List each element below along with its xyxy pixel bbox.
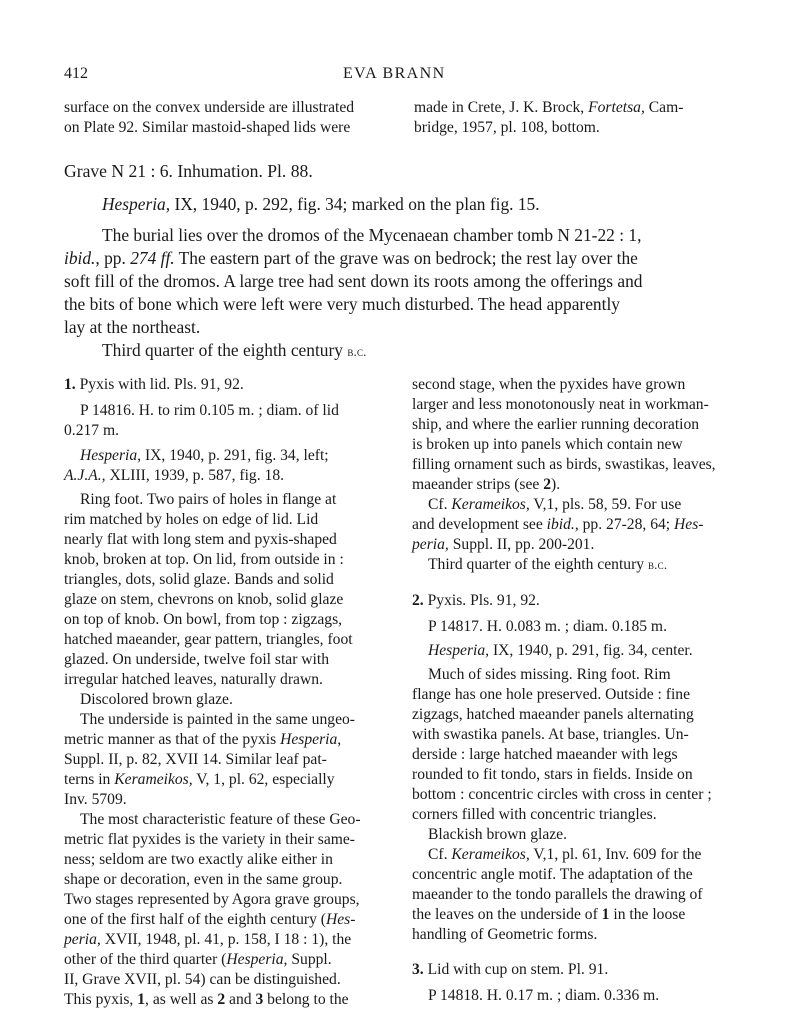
item-1-measurements: P 14816. H. to rim 0.105 m. ; diam. of lid [80, 402, 339, 419]
item-2-commentary: maeander to the tondo parallels the drawing of [412, 886, 703, 903]
item-2-measurements: P 14817. H. 0.083 m. ; diam. 0.185 m. [428, 618, 667, 635]
grave-paragraph-line: The burial lies over the dromos of the Mycenaean chamber tomb N 21-22 : 1, [102, 225, 642, 245]
item-2-commentary: handling of Geometric forms. [412, 926, 598, 943]
item-2-description: derside : large hatched maeander with legs [412, 746, 678, 763]
item-2-description: corners filled with concentric triangles. [412, 806, 657, 823]
item-1-commentary: Two stages represented by Agora grave groups, [64, 891, 360, 908]
item-2-commentary: the leaves on the underside of 1 in the loose [412, 906, 686, 923]
grave-paragraph-line: lay at the northeast. [64, 317, 201, 337]
item-1-commentary: one of the first half of the eighth century (Hes- [64, 911, 356, 928]
item-1-commentary: This pyxis, 1, as well as 2 and 3 belong to the [64, 991, 349, 1008]
item-1-commentary: ness; seldom are two exactly alike either in [64, 851, 333, 868]
running-title: EVA BRANN [343, 65, 446, 82]
top-right-line: made in Crete, J. K. Brock, Fortetsa, Cam- [414, 99, 684, 116]
item-1-commentary: The most characteristic feature of these Geo- [80, 811, 361, 828]
item-2-glaze: Blackish brown glaze. [428, 826, 568, 843]
right-commentary: larger and less monotonously neat in workman- [412, 396, 709, 413]
item-1-description: Ring foot. Two pairs of holes in flange at [80, 491, 337, 508]
item-1-commentary: metric manner as that of the pyxis Hesperia, [64, 731, 342, 748]
item-1-description: hatched maeander, gear pattern, triangles, foot [64, 631, 353, 648]
item-1-measurements: 0.217 m. [64, 422, 120, 439]
item-1-description: nearly flat with long stem and pyxis-shaped [64, 531, 337, 548]
right-cf: and development see ibid., pp. 27-28, 64; Hes- [412, 516, 704, 533]
right-commentary: is broken up into panels which contain new [412, 436, 683, 453]
item-1-commentary: shape or decoration, even in the same group. [64, 871, 343, 888]
grave-paragraph-line: soft fill of the dromos. A large tree had sent down its roots among the offerings and [64, 271, 643, 291]
right-commentary: ship, and where the earlier running decoration [412, 416, 700, 433]
item-1-date: Third quarter of the eighth century b.c. [428, 556, 668, 573]
item-2-description: with swastika panels. At base, triangles. Un- [412, 726, 689, 743]
item-1-description: glaze on stem, chevrons on knob, solid glaze [64, 591, 344, 608]
grave-reference: Hesperia, IX, 1940, p. 292, fig. 34; marked on the plan fig. 15. [102, 194, 540, 214]
item-1-heading: 1. Pyxis with lid. Pls. 91, 92. [64, 376, 244, 393]
top-left-line: surface on the convex underside are illustrated [64, 99, 355, 116]
grave-date: Third quarter of the eighth century b.c. [102, 340, 367, 360]
item-2-commentary: concentric angle motif. The adaptation of the [412, 866, 693, 883]
page-number: 412 [64, 65, 88, 82]
item-1-commentary: other of the third quarter (Hesperia, Suppl. [64, 951, 332, 968]
right-commentary: maeander strips (see 2). [412, 476, 561, 493]
item-1-commentary: peria, XVII, 1948, pl. 41, p. 158, I 18 : 1), the [64, 931, 352, 948]
right-commentary: second stage, when the pyxides have grown [412, 376, 686, 393]
grave-paragraph-line: ibid., pp. 274 ff. The eastern part of the grave was on bedrock; the rest lay over the [64, 248, 638, 268]
item-2-description: flange has one hole preserved. Outside : fine [412, 686, 690, 703]
top-left-line: on Plate 92. Similar mastoid-shaped lids were [64, 119, 351, 136]
item-2-description: Much of sides missing. Ring foot. Rim [428, 666, 671, 683]
item-1-commentary: metric flat pyxides is the variety in their same- [64, 831, 355, 848]
item-1-commentary: The underside is painted in the same ungeo- [80, 711, 355, 728]
item-1-commentary: terns in Kerameikos, V, 1, pl. 62, especially [64, 771, 335, 788]
item-2-heading: 2. Pyxis. Pls. 91, 92. [412, 592, 540, 609]
item-3-heading: 3. Lid with cup on stem. Pl. 91. [412, 961, 609, 978]
item-1-commentary: Inv. 5709. [64, 791, 127, 808]
item-1-description: triangles, dots, solid glaze. Bands and solid [64, 571, 334, 588]
grave-title: Grave N 21 : 6. Inhumation. Pl. 88. [64, 161, 313, 181]
item-1-description: rim matched by holes on edge of lid. Lid [64, 511, 319, 528]
item-1-description: glazed. On underside, twelve foil star with [64, 651, 330, 668]
item-1-reference: Hesperia, IX, 1940, p. 291, fig. 34, left; [80, 447, 329, 464]
item-1-glaze: Discolored brown glaze. [80, 691, 233, 708]
top-right-line: bridge, 1957, pl. 108, bottom. [414, 119, 600, 136]
item-1-commentary: Suppl. II, p. 82, XVII 14. Similar leaf pat- [64, 751, 327, 768]
item-1-commentary: II, Grave XVII, pl. 54) can be distinguished. [64, 971, 341, 988]
item-2-description: bottom : concentric circles with cross in center ; [412, 786, 712, 803]
right-cf: Cf. Kerameikos, V,1, pls. 58, 59. For use [428, 496, 682, 513]
item-1-description: on top of knob. On bowl, from top : zigzags, [64, 611, 343, 628]
item-2-description: zigzags, hatched maeander panels alternating [412, 706, 694, 723]
grave-paragraph-line: the bits of bone which were left were very much disturbed. The head apparently [64, 294, 620, 314]
item-1-reference: A.J.A., XLIII, 1939, p. 587, fig. 18. [64, 467, 285, 484]
item-1-description: irregular hatched leaves, naturally drawn. [64, 671, 323, 688]
item-2-commentary: Cf. Kerameikos, V,1, pl. 61, Inv. 609 for the [428, 846, 702, 863]
item-2-description: rounded to fit tondo, stars in fields. Inside on [412, 766, 693, 783]
right-cf: peria, Suppl. II, pp. 200-201. [412, 536, 595, 553]
item-3-measurements: P 14818. H. 0.17 m. ; diam. 0.336 m. [428, 987, 660, 1004]
right-commentary: filling ornament such as birds, swastikas, leaves, [412, 456, 716, 473]
item-1-description: knob, broken at top. On lid, from outside in : [64, 551, 344, 568]
item-2-reference: Hesperia, IX, 1940, p. 291, fig. 34, center. [428, 642, 693, 659]
